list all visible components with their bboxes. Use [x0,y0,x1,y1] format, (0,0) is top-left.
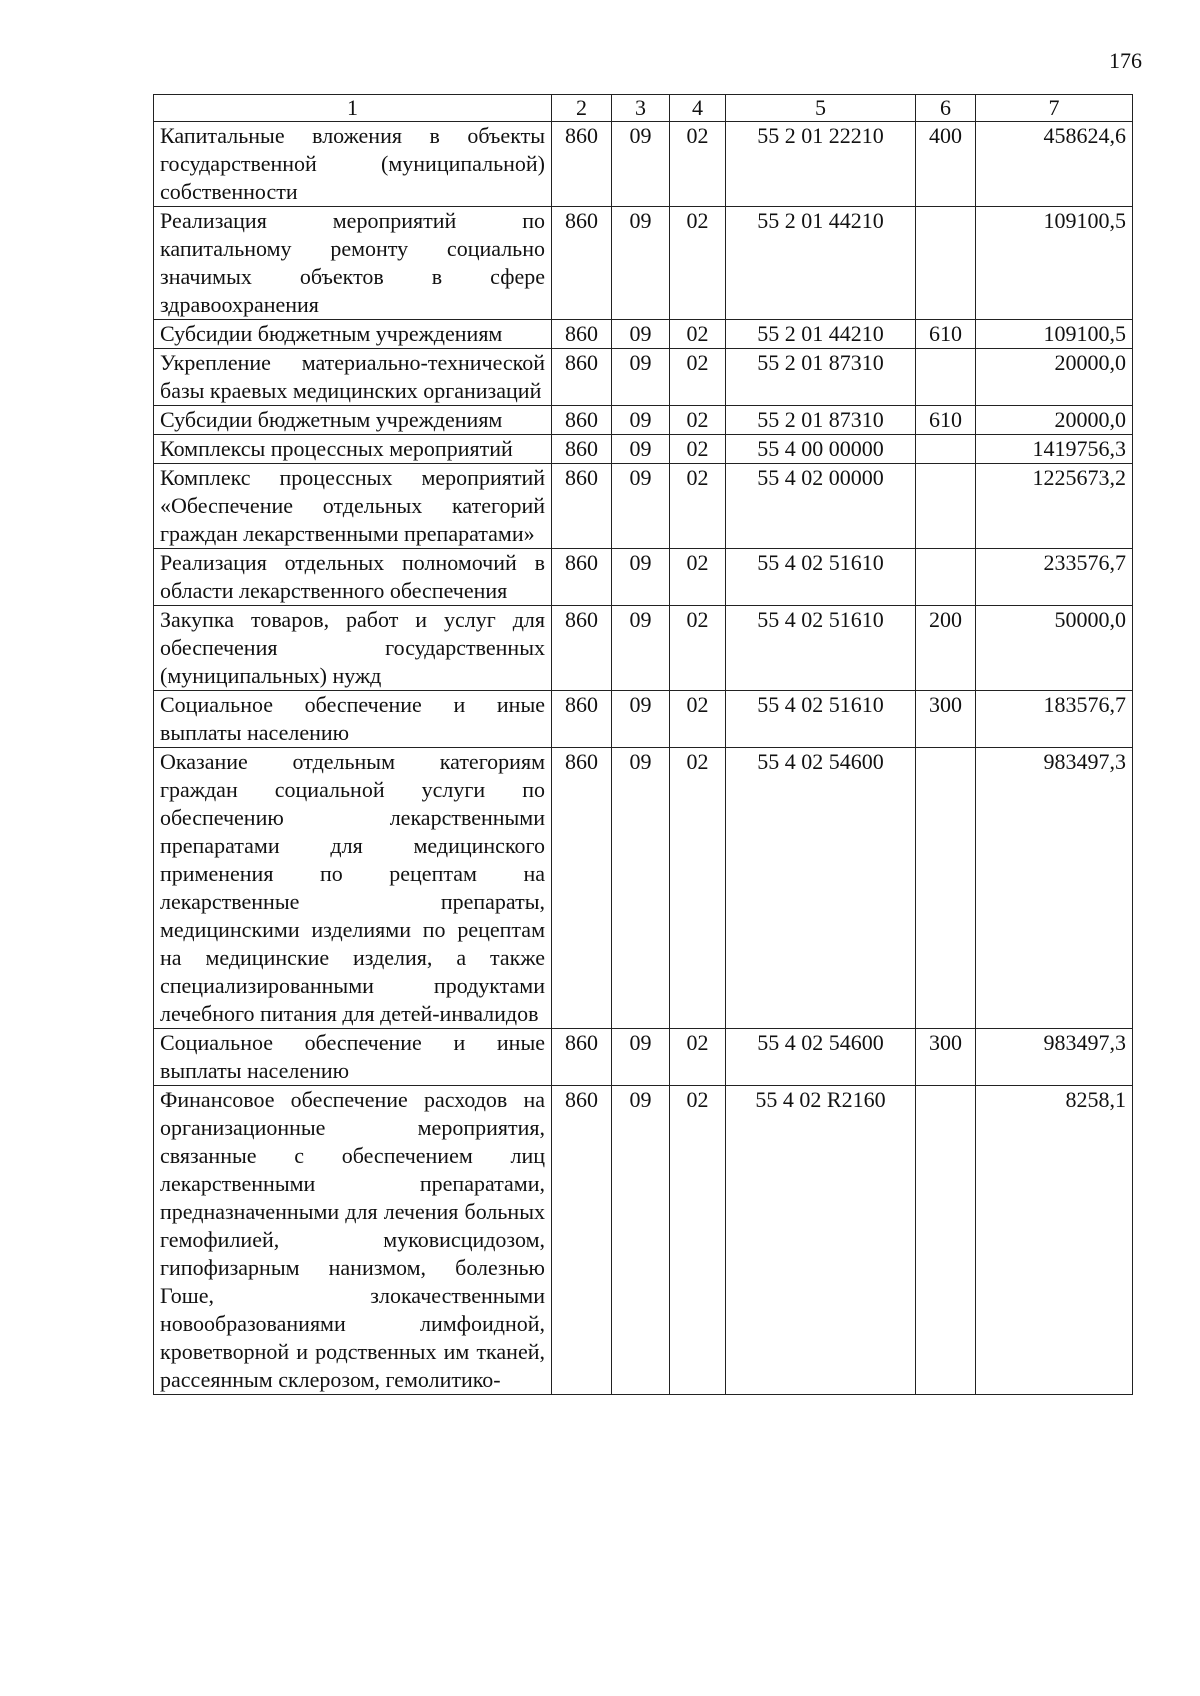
section-code-cell: 09 [612,606,670,691]
subsection-code-cell: 02 [670,349,726,406]
section-code-cell: 09 [612,748,670,1029]
column-header: 7 [976,95,1133,122]
table-row [154,122,1133,207]
expense-type-cell [916,748,976,1029]
target-article-cell: 55 2 01 44210 [726,207,916,320]
ministry-code-cell: 860 [552,207,612,320]
ministry-code-cell: 860 [552,1029,612,1086]
expense-name-cell: Социальное обеспечение и иные выплаты населению [154,691,552,748]
ministry-code-cell: 860 [552,691,612,748]
ministry-code-cell: 860 [552,320,612,349]
amount-cell: 233576,7 [976,549,1133,606]
subsection-code-cell: 02 [670,691,726,748]
expense-name-cell: Субсидии бюджетным учреждениям [154,406,552,435]
expense-type-cell [916,464,976,549]
subsection-code-cell: 02 [670,748,726,1029]
page-number: 176 [1109,48,1142,73]
table-row [154,606,1133,691]
column-header: 6 [916,95,976,122]
expense-type-cell: 610 [916,406,976,435]
column-header: 4 [670,95,726,122]
subsection-code-cell: 02 [670,549,726,606]
ministry-code-cell: 860 [552,606,612,691]
column-header: 5 [726,95,916,122]
expense-type-cell [916,435,976,464]
expense-name-cell: Финансовое обеспечение расходов на организационные мероприятия, связанные с обеспечением лиц лекарственными препаратами, предназначенными для лечения больных гемофилией, муковисцидозом, гипофизарным нанизмом, болезнью Гоше, злокачественными новообразованиями лимфоидной, кроветворной и родственных им тканей, рассеянным склерозом, гемолитико- [154,1086,552,1395]
column-header: 1 [154,95,552,122]
amount-cell: 1419756,3 [976,435,1133,464]
subsection-code-cell: 02 [670,1086,726,1395]
table-row [154,549,1133,606]
expense-type-cell [916,1086,976,1395]
ministry-code-cell: 860 [552,464,612,549]
budget-table [153,94,1133,1395]
expense-type-cell: 300 [916,1029,976,1086]
target-article-cell: 55 2 01 22210 [726,122,916,207]
target-article-cell: 55 4 02 51610 [726,606,916,691]
amount-cell: 109100,5 [976,320,1133,349]
section-code-cell: 09 [612,549,670,606]
section-code-cell: 09 [612,1029,670,1086]
expense-type-cell: 610 [916,320,976,349]
expense-name-cell: Реализация мероприятий по капитальному ремонту социально значимых объектов в сфере здравоохранения [154,207,552,320]
target-article-cell: 55 4 02 51610 [726,691,916,748]
table-row [154,464,1133,549]
section-code-cell: 09 [612,691,670,748]
expense-name-cell: Оказание отдельным категориям граждан социальной услуги по обеспечению лекарственными препаратами для медицинского применения по рецептам на лекарственные препараты, медицинскими изделиями по рецептам на медицинские изделия, а также специализированными продуктами лечебного питания для детей-инвалидов [154,748,552,1029]
amount-cell: 8258,1 [976,1086,1133,1395]
table-row [154,1086,1133,1395]
table-row [154,349,1133,406]
ministry-code-cell: 860 [552,406,612,435]
section-code-cell: 09 [612,464,670,549]
target-article-cell: 55 4 02 R2160 [726,1086,916,1395]
table-row [154,320,1133,349]
subsection-code-cell: 02 [670,207,726,320]
expense-type-cell: 400 [916,122,976,207]
target-article-cell: 55 4 02 00000 [726,464,916,549]
ministry-code-cell: 860 [552,435,612,464]
expense-name-cell: Субсидии бюджетным учреждениям [154,320,552,349]
target-article-cell: 55 2 01 87310 [726,349,916,406]
section-code-cell: 09 [612,207,670,320]
expense-name-cell: Реализация отдельных полномочий в области лекарственного обеспечения [154,549,552,606]
table-row [154,691,1133,748]
amount-cell: 20000,0 [976,406,1133,435]
amount-cell: 1225673,2 [976,464,1133,549]
table-row [154,406,1133,435]
amount-cell: 983497,3 [976,748,1133,1029]
subsection-code-cell: 02 [670,606,726,691]
amount-cell: 20000,0 [976,349,1133,406]
section-code-cell: 09 [612,1086,670,1395]
target-article-cell: 55 2 01 87310 [726,406,916,435]
ministry-code-cell: 860 [552,1086,612,1395]
subsection-code-cell: 02 [670,464,726,549]
table-row [154,748,1133,1029]
section-code-cell: 09 [612,320,670,349]
expense-name-cell: Укрепление материально-технической базы краевых медицинских организаций [154,349,552,406]
table-row [154,435,1133,464]
table-row [154,1029,1133,1086]
amount-cell: 983497,3 [976,1029,1133,1086]
section-code-cell: 09 [612,435,670,464]
table-row [154,207,1133,320]
target-article-cell: 55 4 02 51610 [726,549,916,606]
expense-name-cell: Комплекс процессных мероприятий «Обеспечение отдельных категорий граждан лекарственными препаратами» [154,464,552,549]
header-row [154,95,1133,122]
amount-cell: 50000,0 [976,606,1133,691]
section-code-cell: 09 [612,349,670,406]
ministry-code-cell: 860 [552,549,612,606]
column-header: 3 [612,95,670,122]
subsection-code-cell: 02 [670,1029,726,1086]
ministry-code-cell: 860 [552,748,612,1029]
column-header: 2 [552,95,612,122]
expense-name-cell: Закупка товаров, работ и услуг для обеспечения государственных (муниципальных) нужд [154,606,552,691]
amount-cell: 109100,5 [976,207,1133,320]
subsection-code-cell: 02 [670,406,726,435]
expense-type-cell [916,207,976,320]
expense-type-cell: 200 [916,606,976,691]
expense-type-cell [916,549,976,606]
ministry-code-cell: 860 [552,122,612,207]
section-code-cell: 09 [612,122,670,207]
amount-cell: 183576,7 [976,691,1133,748]
expense-type-cell: 300 [916,691,976,748]
expense-name-cell: Социальное обеспечение и иные выплаты населению [154,1029,552,1086]
subsection-code-cell: 02 [670,122,726,207]
amount-cell: 458624,6 [976,122,1133,207]
subsection-code-cell: 02 [670,320,726,349]
expense-name-cell: Капитальные вложения в объекты государственной (муниципальной) собственности [154,122,552,207]
target-article-cell: 55 4 02 54600 [726,748,916,1029]
target-article-cell: 55 4 00 00000 [726,435,916,464]
section-code-cell: 09 [612,406,670,435]
expense-type-cell [916,349,976,406]
expense-name-cell: Комплексы процессных мероприятий [154,435,552,464]
subsection-code-cell: 02 [670,435,726,464]
target-article-cell: 55 2 01 44210 [726,320,916,349]
ministry-code-cell: 860 [552,349,612,406]
target-article-cell: 55 4 02 54600 [726,1029,916,1086]
